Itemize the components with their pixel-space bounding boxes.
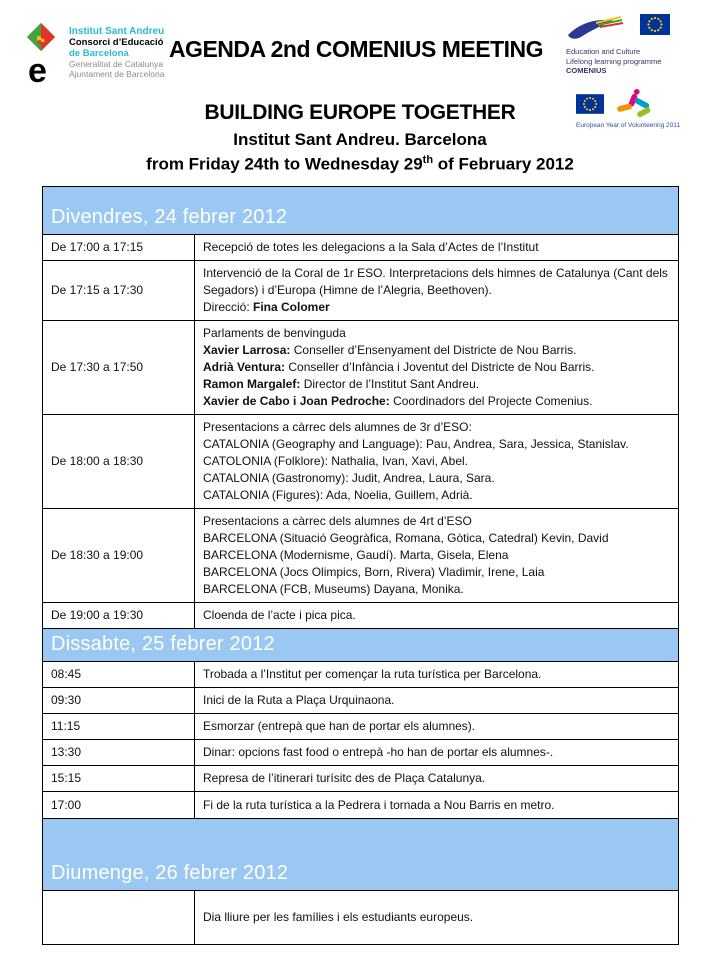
comenius-line-2: Lifelong learning programme: [566, 56, 662, 66]
activity-line: BARCELONA (Modernisme, Gaudí). Marta, Gisela, Elena: [203, 548, 509, 562]
table-row: [43, 603, 679, 629]
table-row: [43, 688, 679, 714]
section-header: Diumenge, 26 febrer 2012: [43, 819, 679, 891]
time-cell: De 18:00 a 18:30: [43, 415, 195, 509]
eu-flag-icon: [640, 14, 670, 35]
comenius-line-3: COMENIUS: [566, 66, 607, 75]
time-cell: De 17:30 a 17:50: [43, 321, 195, 415]
activity-line: Fi de la ruta turística a la Pedrera i tornada a Nou Barris en metro.: [203, 797, 555, 812]
section-header: Divendres, 24 febrer 2012: [43, 187, 679, 235]
table-row: [43, 766, 679, 792]
time-cell: De 18:30 a 19:00: [43, 509, 195, 603]
table-row: [43, 235, 679, 261]
time-cell: De 17:00 a 17:15: [43, 235, 195, 261]
logo-line-ajuntament: Ajuntament de Barcelona: [69, 69, 165, 79]
page-title: AGENDA 2nd COMENIUS MEETING: [168, 36, 544, 62]
logo-line-generalitat: Generalitat de Catalunya: [69, 59, 164, 69]
activity-cell: [195, 321, 679, 415]
activity-line: Direcció: Fina Colomer: [203, 300, 330, 314]
logo-line-barcelona: de Barcelona: [69, 48, 129, 59]
activity-cell: [195, 261, 679, 321]
logo-text-block: [69, 22, 164, 85]
logo-line-consorci: Consorci d’Educació: [69, 37, 164, 48]
table-row: [43, 415, 679, 509]
time-cell: De 17:15 a 17:30: [43, 261, 195, 321]
activity-line: CATOLONIA (Folklore): Nathalia, Ivan, Xavi, Abel.: [203, 454, 468, 468]
time-cell: [43, 891, 195, 945]
activity-line: BARCELONA (FCB, Museums) Dayana, Monika.: [203, 582, 464, 596]
e-logo-icon: e: [28, 52, 47, 90]
activity-line: Inici de la Ruta a Plaça Urquinaona.: [203, 693, 395, 707]
activity-cell: [195, 740, 679, 766]
table-row: [43, 714, 679, 740]
activity-line: Trobada a l’Institut per començar la ruta turística per Barcelona.: [203, 667, 542, 681]
subtitle-building-europe: BUILDING EUROPE TOGETHER: [204, 101, 516, 124]
activity-cell: [195, 415, 679, 509]
activity-line: Parlaments de benvinguda: [203, 326, 346, 340]
table-row: [43, 792, 679, 819]
section-header: Dissabte, 25 febrer 2012: [43, 629, 679, 662]
activity-line: Intervenció de la Coral de 1r ESO. Interpretacions dels himnes de Catalunya (Cant dels Segadors) i d’Europa (Himne de l’Alegria, Beethoven).: [203, 266, 668, 297]
comenius-logo: [566, 14, 708, 76]
activity-line: Ramon Margalef: Director de l’Institut Sant Andreu.: [203, 377, 480, 391]
section-row: [43, 819, 679, 891]
activity-cell: [195, 891, 679, 945]
activity-line: CATALONIA (Figures): Ada, Noelia, Guillem, Adrià.: [203, 488, 473, 502]
comenius-text-block: [566, 47, 708, 76]
table-row: [43, 261, 679, 321]
table-row: [43, 740, 679, 766]
activity-line: Represa de l’itinerari turísitc des de Plaça Catalunya.: [203, 771, 486, 785]
time-cell: 13:30: [43, 740, 195, 766]
activity-cell: [195, 792, 679, 819]
volunteering-caption: European Year of Volunteering 2011: [576, 122, 680, 129]
table-row: [43, 891, 679, 945]
section-row: [43, 629, 679, 662]
subtitle-institut: Institut Sant Andreu. Barcelona: [233, 130, 487, 149]
activity-cell: [195, 603, 679, 629]
table-row: [43, 662, 679, 688]
activity-cell: [195, 766, 679, 792]
logo-mark: [26, 22, 64, 90]
activity-line: Presentacions a càrrec dels alumnes de 4rt d’ESO: [203, 514, 472, 528]
activity-line: BARCELONA (Situació Geogràfica, Romana, Gòtica, Catedral) Kevin, David: [203, 531, 609, 545]
activity-line: Esmorzar (entrepà que han de portar els alumnes).: [203, 719, 476, 733]
activity-line: Presentacions a càrrec dels alumnes de 3r d’ESO:: [203, 420, 472, 434]
logo-line-institut: Institut Sant Andreu: [69, 26, 165, 37]
comenius-graphic: [566, 14, 708, 44]
activity-line: Xavier Larrosa: Conseller d’Ensenyament del Districte de Nou Barris.: [203, 343, 577, 357]
consorci-educacio-logo: [26, 22, 165, 90]
activity-line: Recepció de totes les delegacions a la Sala d’Actes de l’Institut: [203, 240, 539, 254]
time-cell: De 19:00 a 19:30: [43, 603, 195, 629]
time-cell: 17:00: [43, 792, 195, 819]
subtitle-block: [0, 101, 720, 175]
agenda-table: [42, 186, 679, 945]
diamond-logo-icon: [26, 22, 56, 52]
activity-cell: [195, 509, 679, 603]
section-row: [43, 187, 679, 235]
activity-cell: [195, 662, 679, 688]
activity-cell: [195, 714, 679, 740]
swoosh-bird-icon: [566, 14, 632, 44]
table-row: [43, 509, 679, 603]
time-cell: 15:15: [43, 766, 195, 792]
subtitle-dates: from Friday 24th to Wednesday 29th of February 2012: [146, 154, 574, 174]
activity-cell: [195, 688, 679, 714]
time-cell: 09:30: [43, 688, 195, 714]
activity-cell: [195, 235, 679, 261]
table-row: [43, 321, 679, 415]
activity-line: Xavier de Cabo i Joan Pedroche: Coordinadors del Projecte Comenius.: [203, 394, 593, 408]
time-cell: 08:45: [43, 662, 195, 688]
activity-line: BARCELONA (Jocs Olimpics, Born, Rivera) Vladimir, Irene, Laia: [203, 565, 545, 579]
activity-line: Dinar: opcions fast food o entrepà -ho han de portar els alumnes-.: [203, 745, 554, 759]
activity-line: Cloenda de l’acte i pica pica.: [203, 608, 356, 622]
activity-line: CATALONIA (Gastronomy): Judit, Andrea, Laura, Sara.: [203, 471, 495, 485]
agenda-table-body: [43, 187, 679, 945]
activity-line: Dia lliure per les famílies i els estudiants europeus.: [203, 910, 474, 924]
time-cell: 11:15: [43, 714, 195, 740]
activity-line: CATALONIA (Geography and Language): Pau, Andrea, Sara, Jessica, Stanislav.: [203, 437, 629, 451]
activity-line: Adrià Ventura: Conseller d’Infància i Joventut del Districte de Nou Barris.: [203, 360, 595, 374]
comenius-line-1: Education and Culture: [566, 47, 641, 56]
